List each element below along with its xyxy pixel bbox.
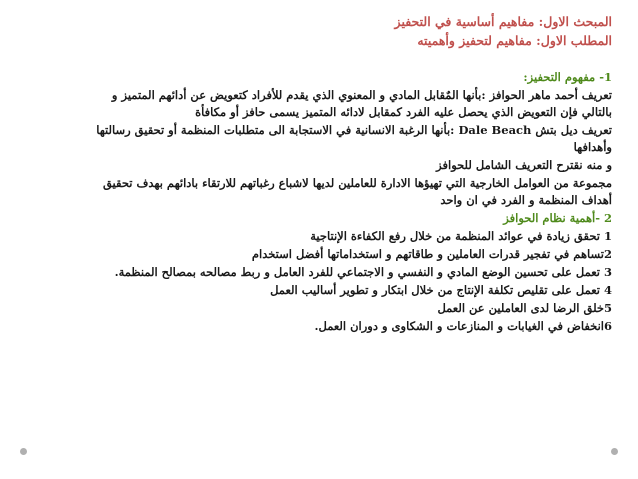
paragraph-line: وأهدافها [573,140,612,154]
section-heading-importance: 2 -أهمية نظام الحوافز [503,211,612,225]
definition-text: :بأنها الرغبة الانسانية في الاستجابة الى متطلبات المنظمة أو تحقيق رسالتها [96,123,455,137]
main-title: المبحث الاول: مفاهيم أساسية في التحفيز [394,14,612,29]
list-item: 5خلق الرضا لدى العاملين عن العمل [437,301,612,315]
section-heading-concept: 1- مفهوم التحفيز: [523,70,612,84]
nav-dot-right [611,448,618,455]
list-item: 4 تعمل على تقليص تكلفة الإنتاج من خلال ابتكار و تطوير أساليب العمل [270,283,612,297]
list-item: 2تساهم في تفجير قدرات العاملين و طاقاتهم و استخداماتها أفضل استخدام [251,247,612,261]
list-item: 1 تحقق زيادة في عوائد المنظمة من خلال رفع الكفاءة الإنتاجية [310,229,612,243]
paragraph-line [96,122,612,138]
paragraph-line: بالتالي فإن التعويض الذي يحصل عليه الفرد كمقابل لادائه المتميز يسمى حافز أو مكافأة [195,105,612,119]
list-item: 6انخفاض في الغيابات و المنازعات و الشكاوى و دوران العمل. [314,319,612,333]
paragraph-line: تعريف أحمد ماهر الحوافز :بأنها المٌقابل المادي و المعنوي الذي يقدم للأفراد كتعويض عن أدائهم المتميز و [111,88,612,102]
paragraph-line: أهداف المنظمة و الفرد في ان واحد [440,193,612,207]
nav-dot-left [20,448,27,455]
subtitle: المطلب الاول: مفاهيم لتحفيز وأهميته [417,33,612,48]
paragraph-line: مجموعة من العوامل الخارجية التي تهيؤها الادارة للعاملين لديها لاشباع رغباتهم للارتقاء بادائهم بهدف تحقيق [102,176,612,190]
definition-intro: تعريف ديل بتش [535,123,612,137]
author-name: Dale Beach [458,123,532,137]
paragraph-line: و منه نقترح التعريف الشامل للحوافز [436,158,612,172]
list-item: 3 تعمل على تحسين الوضع المادي و النفسي و الاجتماعي للفرد العامل و ربط مصالحه بمصالح المنظمة. [114,265,612,279]
